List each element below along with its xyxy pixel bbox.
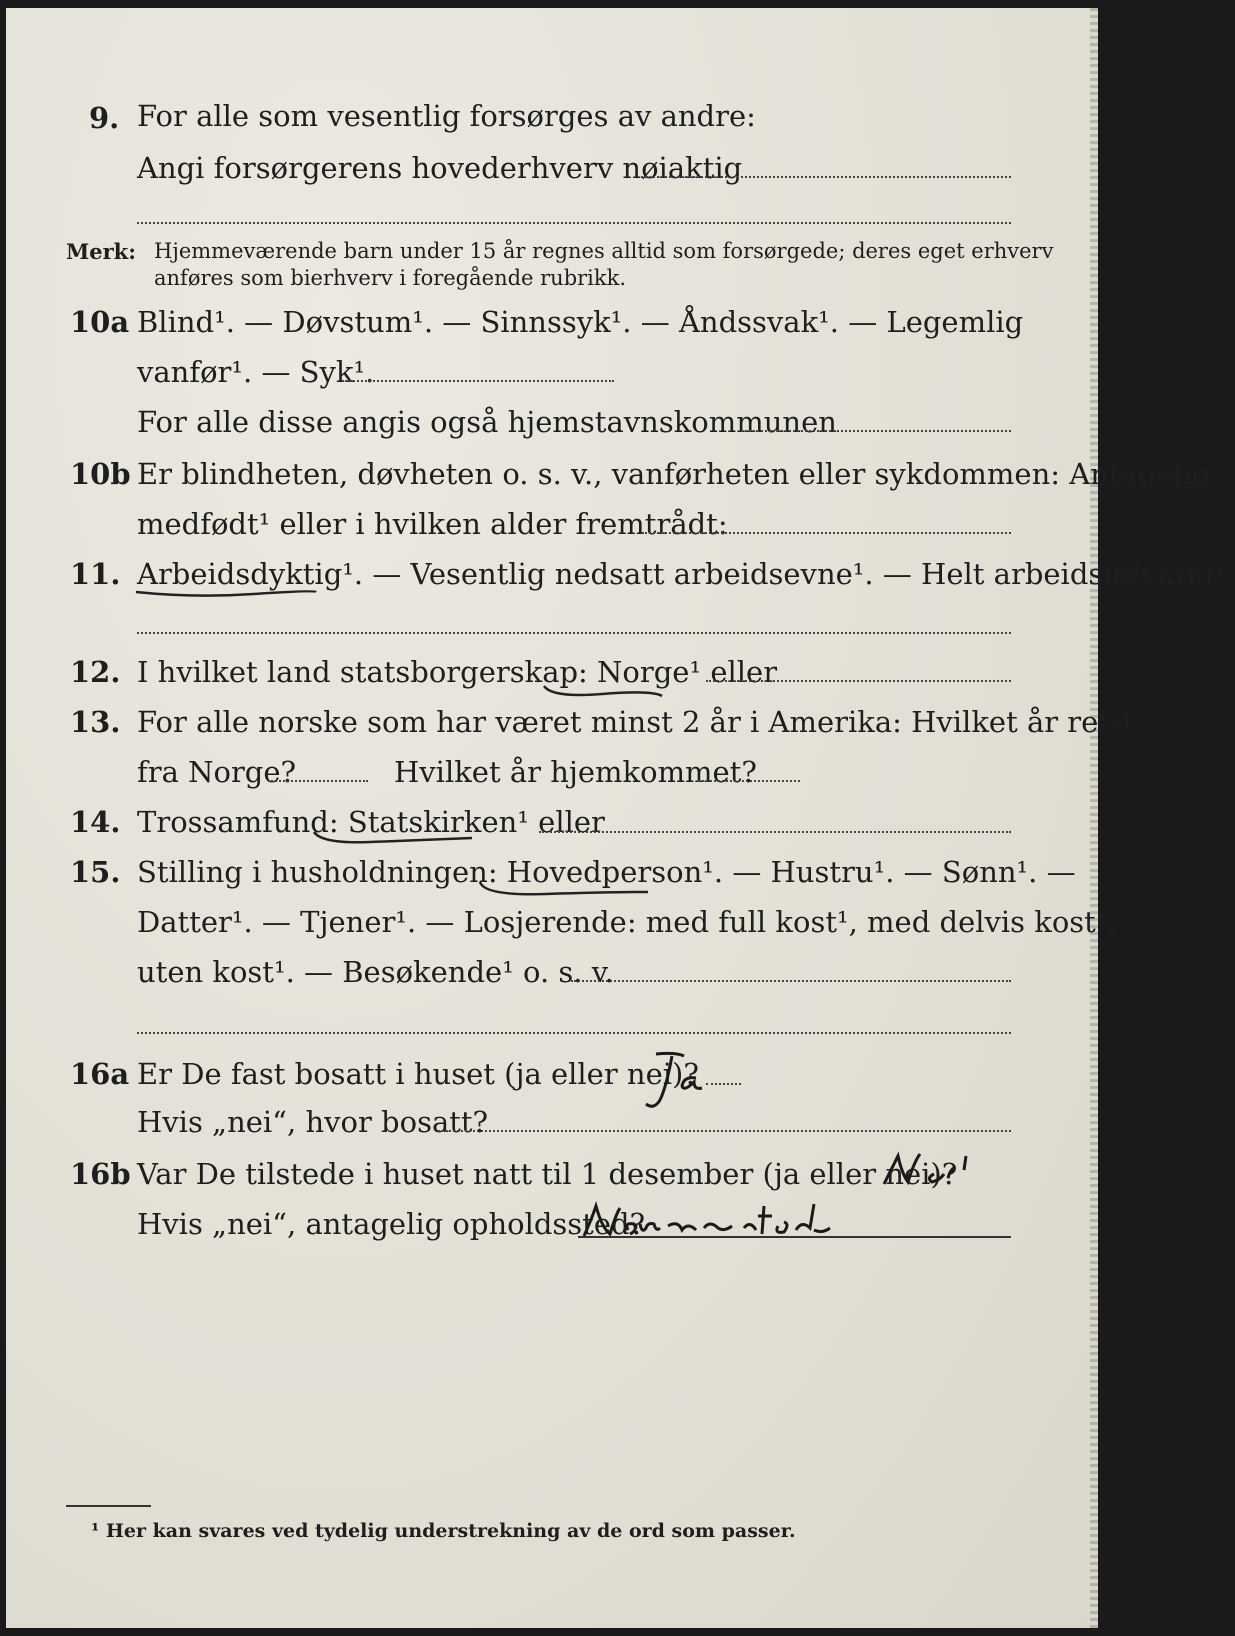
- q13-hjemkommet-field[interactable]: [698, 780, 800, 782]
- q15-answer-field-2[interactable]: [137, 1032, 1011, 1034]
- q9-line2: Angi forsørgerens hovederhverv nøiaktig: [137, 151, 743, 185]
- q9-line1: For alle som vesentlig forsørges av andre:: [137, 99, 756, 133]
- q11-line1: Arbeidsdyktig¹. — Vesentlig nedsatt arbeidsevne¹. — Helt arbeidsudyktig¹.: [137, 557, 1235, 591]
- q16a-bosatt-field[interactable]: [438, 1130, 1011, 1132]
- q13-number: 13.: [70, 705, 121, 739]
- q15-line3: uten kost¹. — Besøkende¹ o. s. v.: [137, 955, 614, 989]
- q15-handwritten-underline: [476, 880, 656, 902]
- q13-line2a: fra Norge?: [137, 755, 297, 789]
- q10a-number: 10a: [70, 305, 130, 339]
- q10b-line2: medfødt¹ eller i hvilken alder fremtrådt:: [137, 507, 728, 541]
- q11-answer-field[interactable]: [137, 632, 1011, 634]
- q10a-line1: Blind¹. — Døvstum¹. — Sinnssyk¹. — Åndssvak¹. — Legemlig: [137, 305, 1024, 339]
- footnote-rule: [66, 1505, 151, 1507]
- q12-number: 12.: [70, 655, 121, 689]
- q13-line1: For alle norske som har været minst 2 år i Amerika: Hvilket år reist: [137, 705, 1135, 739]
- q16a-handwritten-ja: [636, 1048, 706, 1118]
- q15-line2: Datter¹. — Tjener¹. — Losjerende: med full kost¹, med delvis kost¹,: [137, 905, 1117, 939]
- q15-answer-field[interactable]: [571, 980, 1011, 982]
- q16b-line2: Hvis „nei“, antagelig opholdssted?: [137, 1207, 646, 1241]
- q12-handwritten-underline: [542, 680, 667, 702]
- q10a-kommune-field[interactable]: [741, 430, 1011, 432]
- q13-line2b: Hvilket år hjemkommet?: [394, 755, 757, 789]
- q10a-syk-field[interactable]: [342, 380, 614, 382]
- q15-line1: Stilling i husholdningen: Hovedperson¹. — Hustru¹. — Sønn¹. —: [137, 855, 1076, 889]
- q16a-number: 16a: [70, 1057, 130, 1091]
- perforated-edge: [1090, 8, 1098, 1628]
- q16a-line2: Hvis „nei“, hvor bosatt?: [137, 1105, 489, 1139]
- q14-line1: Trossamfund: Statskirken¹ eller: [137, 805, 605, 839]
- q11-number: 11.: [70, 557, 121, 591]
- q13-reist-field[interactable]: [268, 780, 368, 782]
- q9-number: 9.: [89, 101, 120, 135]
- q16b-number: 16b: [70, 1157, 131, 1191]
- q10b-line1: Er blindheten, døvheten o. s. v., vanførheten eller sykdommen: Antagelig: [137, 457, 1211, 491]
- q15-number: 15.: [70, 855, 121, 889]
- q10a-line3: For alle disse angis også hjemstavnskommunen: [137, 405, 837, 439]
- q10b-number: 10b: [70, 457, 131, 491]
- merk-line2: anføres som bierhverv i foregående rubrikk.: [154, 266, 627, 290]
- q10a-line2: vanfør¹. — Syk¹.: [137, 355, 375, 389]
- q11-handwritten-underline: [134, 586, 319, 600]
- q14-handwritten-underline: [310, 828, 475, 850]
- q16b-handwritten-nei: [878, 1148, 978, 1190]
- merk-line1: Hjemmeværende barn under 15 år regnes alltid som forsørgede; deres eget erhverv: [154, 239, 1054, 263]
- q12-line1: I hvilket land statsborgerskap: Norge¹ eller: [137, 655, 778, 689]
- merk-label: Merk:: [66, 239, 136, 264]
- q12-answer-field[interactable]: [706, 680, 1011, 682]
- q10b-answer-field[interactable]: [642, 532, 1011, 534]
- footnote: ¹ Her kan svares ved tydelig understrekning av de ord som passer.: [91, 1520, 796, 1542]
- census-form-page: [6, 8, 1235, 1628]
- q14-number: 14.: [70, 805, 121, 839]
- q9-answer-field[interactable]: [641, 176, 1011, 178]
- q16a-line1: Er De fast bosatt i huset (ja eller nei)?: [137, 1057, 699, 1091]
- q9-answer-field-2[interactable]: [137, 222, 1011, 224]
- q16b-answer-field[interactable]: [578, 1236, 1011, 1238]
- q16a-answer-field[interactable]: [706, 1083, 741, 1085]
- q14-answer-field[interactable]: [539, 831, 1011, 833]
- q16b-line1: Var De tilstede i huset natt til 1 desember (ja eller nei)?: [137, 1157, 958, 1191]
